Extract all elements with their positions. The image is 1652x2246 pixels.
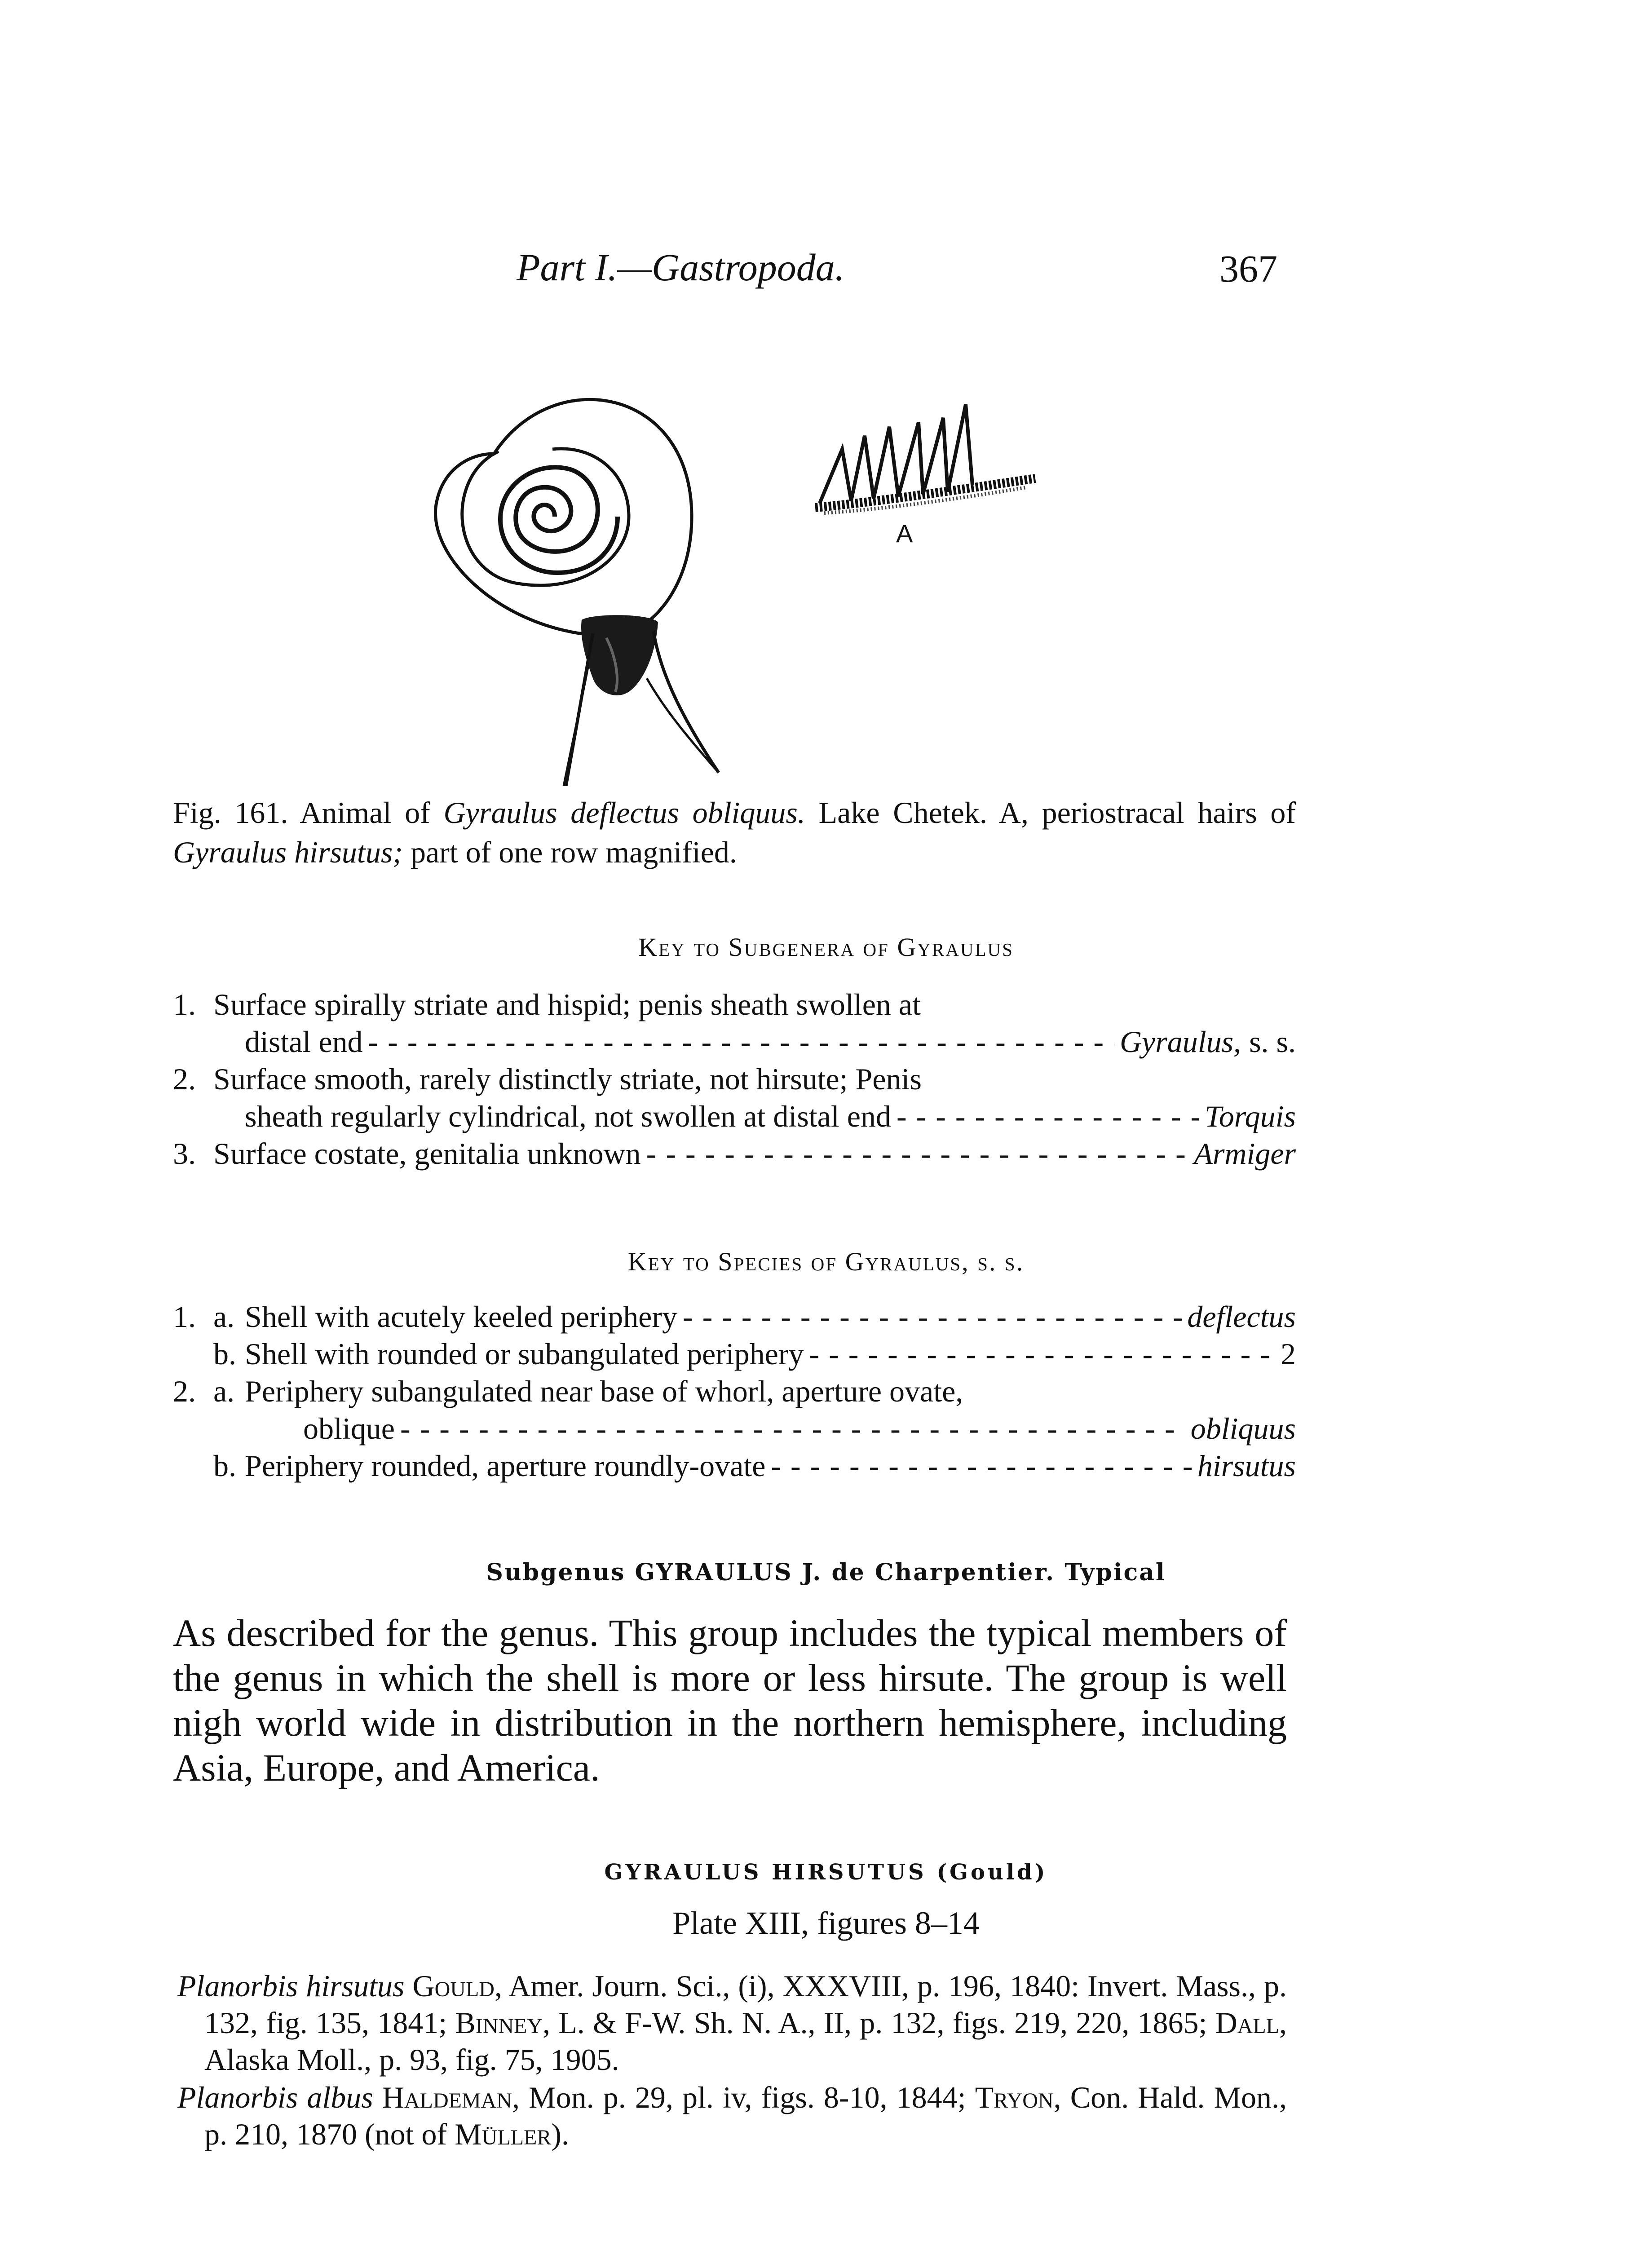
item-text: Periphery rounded, aperture roundly-ovate [245, 1449, 766, 1483]
item-text: Periphery subangulated near base of whorl, aperture ovate, [245, 1374, 963, 1408]
synonymy-entry-1 [177, 1967, 1287, 2078]
hairs-label: A [896, 519, 913, 548]
item-number: 1. [173, 987, 196, 1021]
synonym-author-2: Binney [455, 2006, 543, 2040]
caption-text-1: Animal of [300, 796, 430, 830]
synonymy [177, 1967, 1287, 2153]
key-subgenera-item-1-cont [173, 1023, 1296, 1061]
synonym-text-3: , Alaska Moll., p. 93, fig. 75, 1905. [204, 2006, 1287, 2077]
synonym-author-2: Tryon [975, 2080, 1054, 2114]
item-text: sheath regularly cylindrical, not swollen at distal end [245, 1099, 891, 1133]
item-result: hirsutus [1197, 1449, 1296, 1483]
key-species-item-2a-cont [173, 1410, 1296, 1447]
plate-reference: Plate XIII, figures 8–14 [672, 1905, 980, 1941]
key-species-list [173, 1298, 1296, 1485]
item-sub: b. [213, 1449, 236, 1483]
caption-text-3: part of one row magnified. [410, 835, 737, 869]
synonym-author-3: Dall [1215, 2006, 1280, 2040]
item-result: 2 [1281, 1337, 1296, 1371]
page-number: 367 [1219, 247, 1277, 290]
item-text: distal end [245, 1025, 363, 1059]
figure-caption [173, 793, 1296, 872]
synonym-name: Planorbis hirsutus [177, 1969, 405, 2003]
key-subgenera-item-2-cont [173, 1098, 1296, 1135]
species-heading: GYRAULUS HIRSUTUS (Gould) [604, 1860, 1048, 1885]
key-subgenera-list [173, 986, 1296, 1172]
item-number: 1. [173, 1300, 196, 1334]
synonym-author: Haldeman [382, 2080, 512, 2114]
item-result: obliquus [1190, 1411, 1296, 1446]
periostracal-hairs-figure [811, 395, 1062, 557]
synonym-name: Planorbis albus [177, 2080, 373, 2114]
item-number: 2. [173, 1374, 196, 1408]
item-number: 2. [173, 1062, 196, 1096]
synonym-text-3: ). [551, 2117, 569, 2151]
item-result-suffix: s. s. [1249, 1025, 1296, 1059]
key-species-item-2b [173, 1447, 1296, 1485]
item-text: Surface costate, genitalia unknown [213, 1136, 641, 1171]
item-result: deflectus [1187, 1300, 1296, 1334]
item-number: 3. [173, 1136, 196, 1171]
synonym-text: , Amer. Journ. Sci., (i), XXXVIII, p. 196, 1840: Invert. Mass., p. 132, fig. 135, 1841; [204, 1969, 1287, 2040]
synonym-author-3: Müller [455, 2117, 552, 2151]
item-text: Surface smooth, rarely distinctly striate, not hirsute; Penis [213, 1062, 922, 1096]
subgenus-heading: Subgenus GYRAULUS J. de Charpentier. Typical [486, 1559, 1166, 1586]
item-text: Surface spirally striate and hispid; penis sheath swollen at [213, 987, 921, 1021]
item-text: oblique [303, 1411, 395, 1446]
synonym-author: Gould [412, 1969, 495, 2003]
caption-species-2: Gyraulus hirsutus; [173, 835, 403, 869]
item-result: Armiger [1194, 1136, 1296, 1171]
item-result: Gyraulus, [1119, 1025, 1241, 1059]
key-subgenera-item-2 [173, 1061, 1296, 1098]
item-result: Torquis [1205, 1099, 1296, 1133]
key-species-item-1b [173, 1335, 1296, 1373]
caption-species-1: Gyraulus deflectus obliquus. [443, 796, 805, 830]
key-species-item-1a [173, 1298, 1296, 1335]
synonym-text: , Mon. p. 29, pl. iv, figs. 8-10, 1844; [512, 2080, 966, 2114]
item-sub: a. [213, 1300, 235, 1334]
item-text: Shell with acutely keeled periphery [245, 1300, 677, 1334]
item-text: Shell with rounded or subangulated periphery [245, 1337, 804, 1371]
snail-shell-figure [404, 368, 764, 786]
key-subgenera-item-1 [173, 986, 1296, 1023]
caption-fig-label: Fig. 161. [173, 796, 288, 830]
key-species-item-2a [173, 1373, 1296, 1410]
key-subgenera-item-3 [173, 1135, 1296, 1172]
item-sub: b. [213, 1337, 236, 1371]
key-subgenera-heading: Key to Subgenera of Gyraulus [638, 933, 1014, 962]
key-species-heading: Key to Species of Gyraulus, s. s. [627, 1247, 1025, 1276]
synonymy-entry-2 [177, 2079, 1287, 2153]
synonym-text-2: , L. & F-W. Sh. N. A., II, p. 132, figs. 219, 220, 1865; [543, 2006, 1207, 2040]
synonym-text-2: , Con. Hald. Mon., p. 210, 1870 (not of [204, 2080, 1287, 2151]
subgenus-body: As described for the genus. This group includes the typical members of the genus in which the shell is more or less hirsute. The group is well nigh world wide in distribution in the northern hemisphere, including Asia, Europe, and America. [173, 1611, 1287, 1789]
caption-text-2: Lake Chetek. A, periostracal hairs of [818, 796, 1296, 830]
item-sub: a. [213, 1374, 235, 1408]
running-head: Part I.—Gastropoda. [517, 246, 845, 289]
